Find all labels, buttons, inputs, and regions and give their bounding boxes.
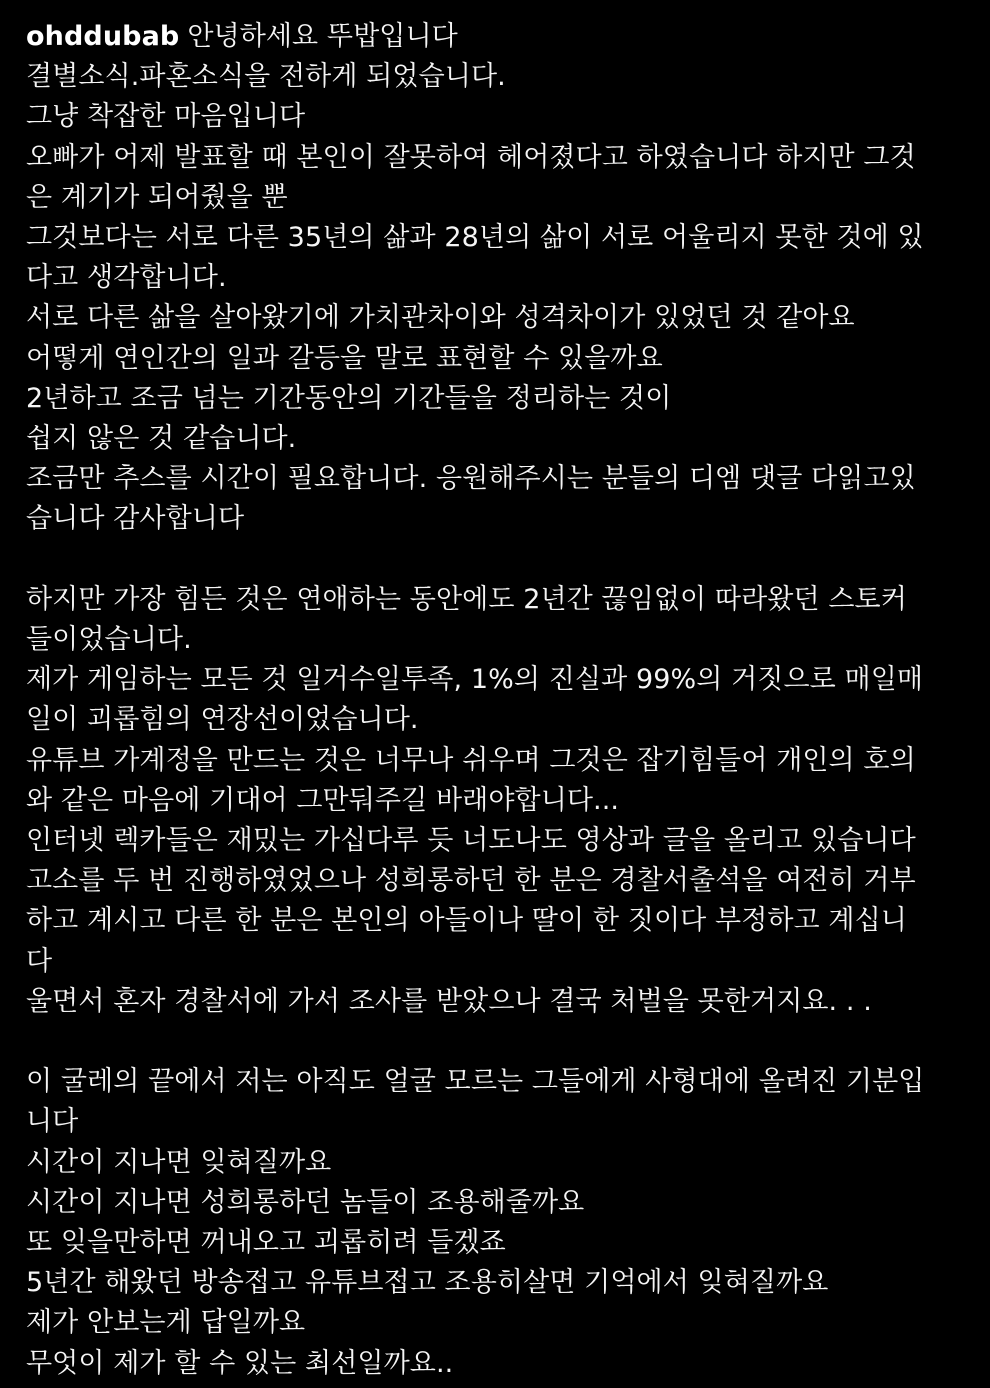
caption-line: 또 잊을만하면 꺼내오고 괴롭히려 들겠죠 [26, 1227, 506, 1259]
caption-line: 제가 게임하는 모든 것 일거수일투족, 1%의 진실과 99%의 거짓으로 매일매 [26, 664, 924, 696]
caption-line: 습니다 감사합니다 [26, 503, 245, 535]
caption-line: 이 굴레의 끝에서 저는 아직도 얼굴 모르는 그들에게 사형대에 올려진 기분입 [26, 1066, 925, 1098]
post-caption [26, 17, 970, 1384]
caption-line: 일이 괴롭힘의 연장선이었습니다. [26, 704, 419, 736]
caption-line: 2년하고 조금 넘는 기간동안의 기간들을 정리하는 것이 [26, 382, 672, 414]
caption-line: 서로 다른 삶을 살아왔기에 가치관차이와 성격차이가 있었던 것 같아요 [26, 302, 855, 334]
caption-line: 인터넷 렉카들은 재밌는 가십다루 듯 너도나도 영상과 글을 올리고 있습니다 [26, 825, 916, 857]
caption-first-line [26, 17, 970, 57]
caption-line: 결별소식.파혼소식을 전하게 되었습니다. [26, 61, 506, 93]
caption-line: 하고 계시고 다른 한 분은 본인의 아들이나 딸이 한 짓이다 부정하고 계십니 [26, 905, 907, 937]
caption-line: 시간이 지나면 성희롱하던 놈들이 조용해줄까요 [26, 1186, 585, 1218]
caption-line: 울면서 혼자 경찰서에 가서 조사를 받았으나 결국 처벌을 못한거지요. . . [26, 985, 872, 1017]
caption-line: 쉽지 않은 것 같습니다. [26, 423, 297, 455]
caption-line: 은 계기가 되어줬을 뿐 [26, 181, 288, 213]
caption-greeting: 안녕하세요 뚜밥입니다 [187, 21, 458, 52]
caption-line: 5년간 해왔던 방송접고 유튜브접고 조용히살면 기억에서 잊혀질까요 [26, 1267, 829, 1299]
caption-line: 시간이 지나면 잊혀질까요 [26, 1146, 332, 1178]
caption-line: 하지만 가장 힘든 것은 연애하는 동안에도 2년간 끊임없이 따라왔던 스토커 [26, 583, 907, 615]
caption-line: 유튜브 가계정을 만드는 것은 너무나 쉬우며 그것은 잡기힘들어 개인의 호의 [26, 744, 916, 776]
caption-line: 오빠가 어제 발표할 때 본인이 잘못하여 헤어졌다고 하였습니다 하지만 그것 [26, 141, 916, 173]
caption-line: 조금만 추스를 시간이 필요합니다. 응원해주시는 분들의 디엠 댓글 다읽고있 [26, 463, 916, 495]
caption-line: 어떻게 연인간의 일과 갈등을 말로 표현할 수 있을까요 [26, 342, 663, 374]
username[interactable]: ohddubab [26, 21, 180, 52]
caption-line: 와 같은 마음에 기대어 그만둬주길 바래야합니다... [26, 784, 620, 816]
caption-line: 고소를 두 번 진행하였었으나 성희롱하던 한 분은 경찰서출석을 여전히 거부 [26, 865, 916, 897]
caption-body [26, 57, 970, 1384]
paragraph-break [26, 540, 970, 580]
caption-line: 그냥 착잡한 마음입니다 [26, 101, 306, 133]
caption-line: 다고 생각합니다. [26, 262, 227, 294]
caption-line: 무엇이 제가 할 수 있는 최선일까요.. [26, 1347, 454, 1379]
caption-line: 들이었습니다. [26, 624, 192, 656]
caption-line: 다 [26, 945, 53, 977]
caption-line: 그것보다는 서로 다른 35년의 삶과 28년의 삶이 서로 어울리지 못한 것에 있 [26, 222, 924, 254]
caption-line: 니다 [26, 1106, 79, 1138]
caption-line: 제가 안보는게 답일까요 [26, 1307, 306, 1339]
paragraph-break [26, 1022, 970, 1062]
